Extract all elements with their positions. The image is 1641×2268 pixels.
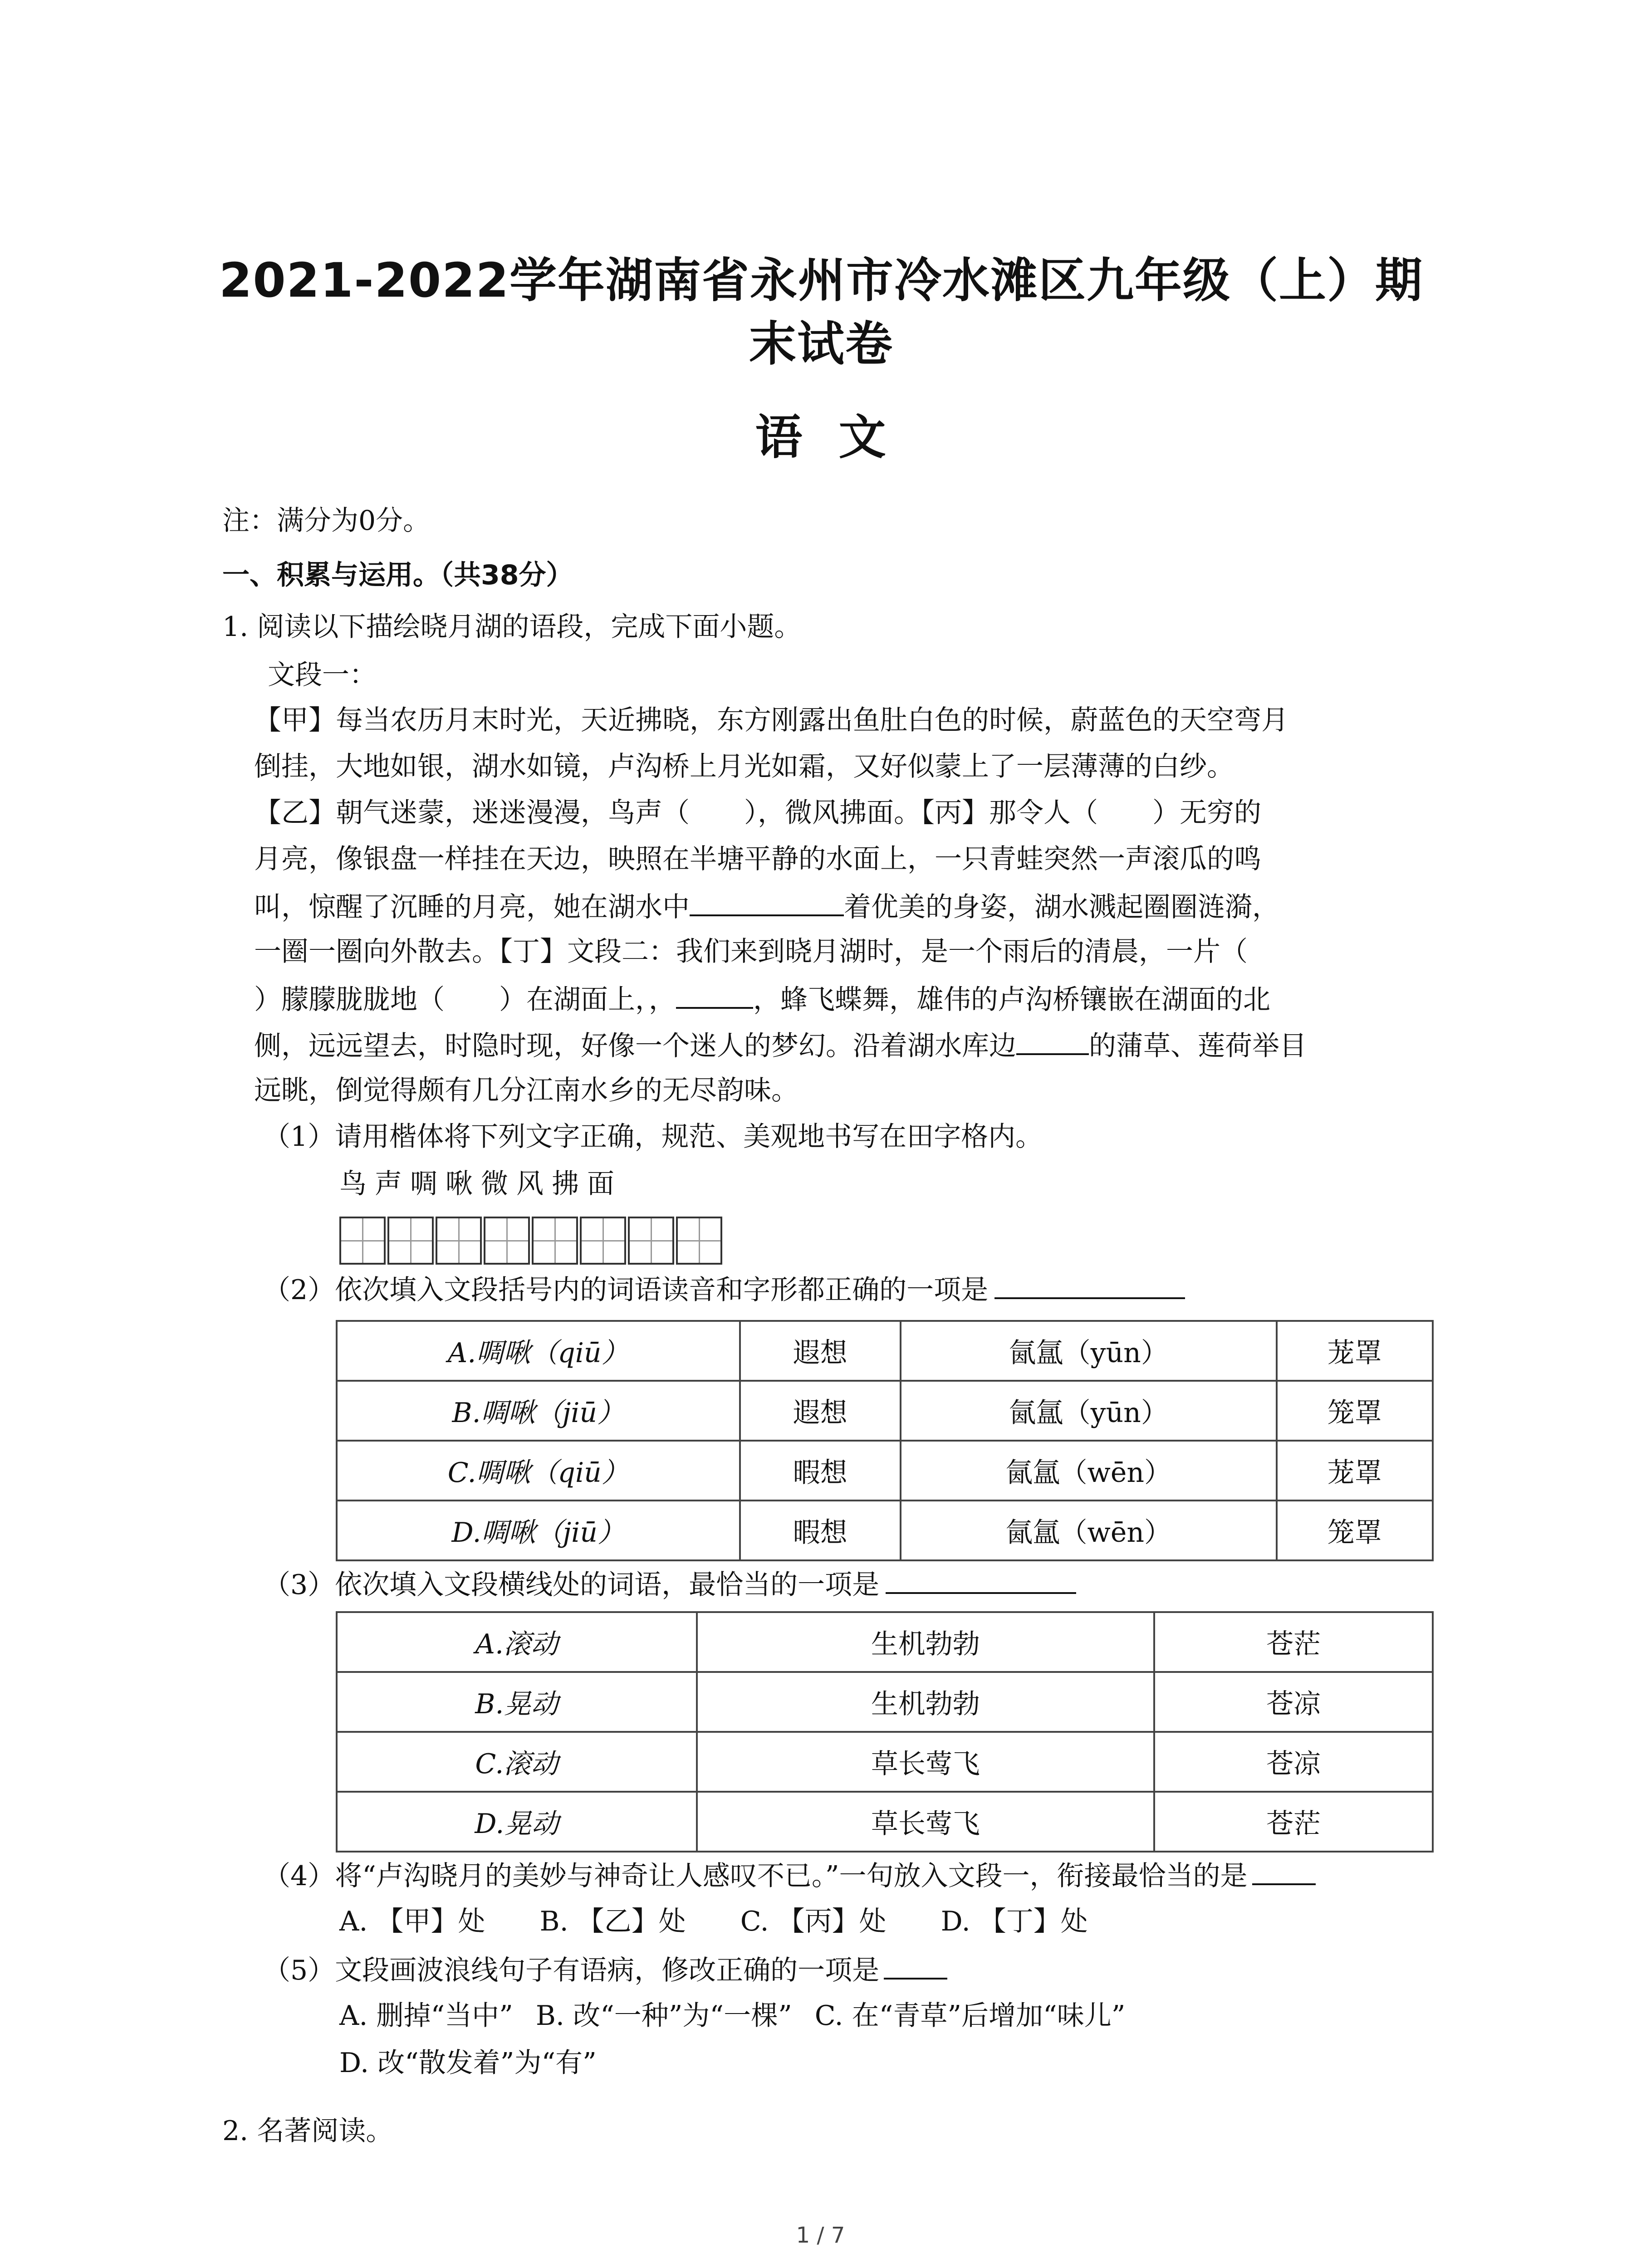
passage-label: 文段一： bbox=[268, 659, 377, 691]
sub-question-1: （1）请用楷体将下列文字正确，规范、美观地书写在田字格内。 bbox=[263, 1121, 1043, 1153]
option-cell: 氤氲（wēn） bbox=[901, 1441, 1277, 1501]
grid-cell[interactable] bbox=[484, 1217, 530, 1265]
option-cell: 苍茫 bbox=[1154, 1612, 1433, 1672]
option-cell: 笼罩 bbox=[1277, 1381, 1433, 1441]
answer-blank-4[interactable] bbox=[1252, 1856, 1316, 1885]
title-line-2: 末试卷 bbox=[749, 316, 893, 371]
option-cell: C.啁啾（qiū） bbox=[337, 1441, 740, 1501]
option-d[interactable]: D. 【丁】处 bbox=[941, 1906, 1088, 1937]
option-cell: B.晃动 bbox=[337, 1672, 697, 1732]
passage-line: 远眺，倒觉得颇有几分江南水乡的无尽韵味。 bbox=[254, 1075, 798, 1106]
passage-line bbox=[254, 980, 1270, 1018]
option-cell: 草长莺飞 bbox=[697, 1792, 1154, 1852]
question-2-stem: 2. 名著阅读。 bbox=[222, 2115, 393, 2147]
subject-title: 语文 bbox=[755, 410, 922, 465]
passage-line: 【甲】每当农历月末时光，天近拂晓，东方刚露出鱼肚白色的时候，蔚蓝色的天空弯月 bbox=[254, 704, 1288, 736]
passage-line: 【乙】朝气迷蒙，迷迷漫漫，鸟声（ ），微风拂面。【丙】那令人（ ）无穷的 bbox=[254, 797, 1261, 829]
sub-question-3 bbox=[263, 1565, 1076, 1603]
table-row[interactable] bbox=[337, 1381, 1433, 1441]
passage-line bbox=[254, 887, 1279, 925]
table-row[interactable] bbox=[337, 1441, 1433, 1501]
question-1-stem: 1. 阅读以下描绘晓月湖的语段，完成下面小题。 bbox=[222, 611, 802, 643]
sub-question-4 bbox=[263, 1856, 1316, 1894]
options-table-2 bbox=[336, 1320, 1434, 1561]
table-row[interactable] bbox=[337, 1732, 1433, 1792]
option-cell: 生机勃勃 bbox=[697, 1612, 1154, 1672]
option-cell: 暇想 bbox=[740, 1441, 901, 1501]
sub-question-3-text: （3）依次填入文段横线处的词语，最恰当的一项是 bbox=[263, 1569, 880, 1601]
sub-question-4-text: （4）将“卢沟晓月的美妙与神奇让人感叹不已。”一句放入文段一，衔接最恰当的是 bbox=[263, 1860, 1248, 1892]
sub-question-5 bbox=[263, 1950, 947, 1989]
option-cell: A.滚动 bbox=[337, 1612, 697, 1672]
fill-blank-1[interactable] bbox=[690, 887, 844, 916]
sub-question-5-text: （5）文段画波浪线句子有语病，修改正确的一项是 bbox=[263, 1955, 880, 1986]
option-cell: 生机勃勃 bbox=[697, 1672, 1154, 1732]
passage-line bbox=[254, 1026, 1307, 1064]
options-table-3 bbox=[336, 1611, 1434, 1853]
option-b[interactable]: B. 【乙】处 bbox=[539, 1906, 686, 1937]
option-cell: D.啁啾（jiū） bbox=[337, 1501, 740, 1560]
fill-blank-3[interactable] bbox=[1016, 1026, 1089, 1055]
passage-line: 月亮，像银盘一样挂在天边，映照在半塘平静的水面上，一只青蛙突然一声滚瓜的鸣 bbox=[254, 843, 1261, 875]
answer-blank-3[interactable] bbox=[886, 1565, 1076, 1594]
copy-text: 鸟声啁啾微风拂面 bbox=[339, 1168, 622, 1200]
option-cell: A.啁啾（qiū） bbox=[337, 1321, 740, 1381]
option-cell: 氤氲（yūn） bbox=[901, 1321, 1277, 1381]
option-cell: D.晃动 bbox=[337, 1792, 697, 1852]
page-number: 1 / 7 bbox=[796, 2223, 845, 2248]
section-heading: 一、积累与运用。（共38分） bbox=[222, 559, 573, 591]
option-a[interactable]: A. 删掉“当中” bbox=[339, 2000, 513, 2032]
score-note: 注：满分为0分。 bbox=[222, 505, 431, 537]
passage-line: 倒挂，大地如银，湖水如镜，卢沟桥上月光如霜，又好似蒙上了一层薄薄的白纱。 bbox=[254, 751, 1234, 782]
grid-cell[interactable] bbox=[532, 1217, 578, 1265]
fill-blank-2[interactable] bbox=[676, 980, 753, 1009]
option-a[interactable]: A. 【甲】处 bbox=[339, 1906, 485, 1937]
option-c[interactable]: C. 在“青草”后增加“味儿” bbox=[814, 2000, 1126, 2032]
passage-text: ，蜂飞蝶舞，雄伟的卢沟桥镶嵌在湖面的北 bbox=[753, 984, 1270, 1016]
option-cell: 遐想 bbox=[740, 1321, 901, 1381]
grid-cell[interactable] bbox=[339, 1217, 386, 1265]
option-cell: 苍凉 bbox=[1154, 1672, 1433, 1732]
option-cell: 苍茫 bbox=[1154, 1792, 1433, 1852]
sub-question-5-options bbox=[339, 1998, 1125, 2034]
option-cell: B.啁啾（jiū） bbox=[337, 1381, 740, 1441]
passage-text: 叫，惊醒了沉睡的月亮，她在湖水中 bbox=[254, 891, 690, 923]
option-cell: C.滚动 bbox=[337, 1732, 697, 1792]
sub-question-4-options bbox=[339, 1903, 1088, 1940]
table-row[interactable] bbox=[337, 1321, 1433, 1381]
answer-blank-5[interactable] bbox=[884, 1950, 947, 1980]
table-row[interactable] bbox=[337, 1612, 1433, 1672]
passage-line: 一圈一圈向外散去。【丁】文段二：我们来到晓月湖时，是一个雨后的清晨，一片（ bbox=[254, 936, 1248, 968]
option-c[interactable]: C. 【丙】处 bbox=[740, 1906, 887, 1937]
option-cell: 氤氲（wēn） bbox=[901, 1501, 1277, 1560]
sub-question-2-text: （2）依次填入文段括号内的词语读音和字形都正确的一项是 bbox=[263, 1274, 989, 1306]
grid-cell[interactable] bbox=[676, 1217, 722, 1265]
grid-cell[interactable] bbox=[436, 1217, 482, 1265]
option-cell: 茏罩 bbox=[1277, 1441, 1433, 1501]
option-b[interactable]: B. 改“一种”为“一棵” bbox=[535, 2000, 792, 2032]
passage-text: 着优美的身姿，湖水溅起圈圈涟漪， bbox=[844, 891, 1279, 923]
option-cell: 草长莺飞 bbox=[697, 1732, 1154, 1792]
exam-title bbox=[204, 249, 1438, 376]
title-line-1: 2021-2022学年湖南省永州市冷水滩区九年级（上）期 bbox=[219, 253, 1424, 308]
option-cell: 遐想 bbox=[740, 1381, 901, 1441]
answer-blank-2[interactable] bbox=[994, 1270, 1185, 1299]
table-row[interactable] bbox=[337, 1792, 1433, 1852]
table-row[interactable] bbox=[337, 1501, 1433, 1560]
option-cell: 笼罩 bbox=[1277, 1501, 1433, 1560]
option-cell: 苍凉 bbox=[1154, 1732, 1433, 1792]
grid-cell[interactable] bbox=[580, 1217, 626, 1265]
passage-text: 的蒲草、莲荷举目 bbox=[1089, 1030, 1307, 1062]
option-cell: 氤氲（yūn） bbox=[901, 1381, 1277, 1441]
grid-cell[interactable] bbox=[628, 1217, 674, 1265]
table-row[interactable] bbox=[337, 1672, 1433, 1732]
option-cell: 暇想 bbox=[740, 1501, 901, 1560]
tian-zi-grid[interactable] bbox=[339, 1217, 724, 1265]
grid-cell[interactable] bbox=[387, 1217, 434, 1265]
passage-text: ）朦朦胧胧地（ ）在湖面上，， bbox=[254, 984, 676, 1016]
option-d[interactable]: D. 改“散发着”为“有” bbox=[339, 2047, 597, 2079]
passage-text: 侧，远远望去，时隐时现，好像一个迷人的梦幻。沿着湖水库边 bbox=[254, 1030, 1016, 1062]
option-cell: 茏罩 bbox=[1277, 1321, 1433, 1381]
sub-question-2 bbox=[263, 1270, 1185, 1308]
